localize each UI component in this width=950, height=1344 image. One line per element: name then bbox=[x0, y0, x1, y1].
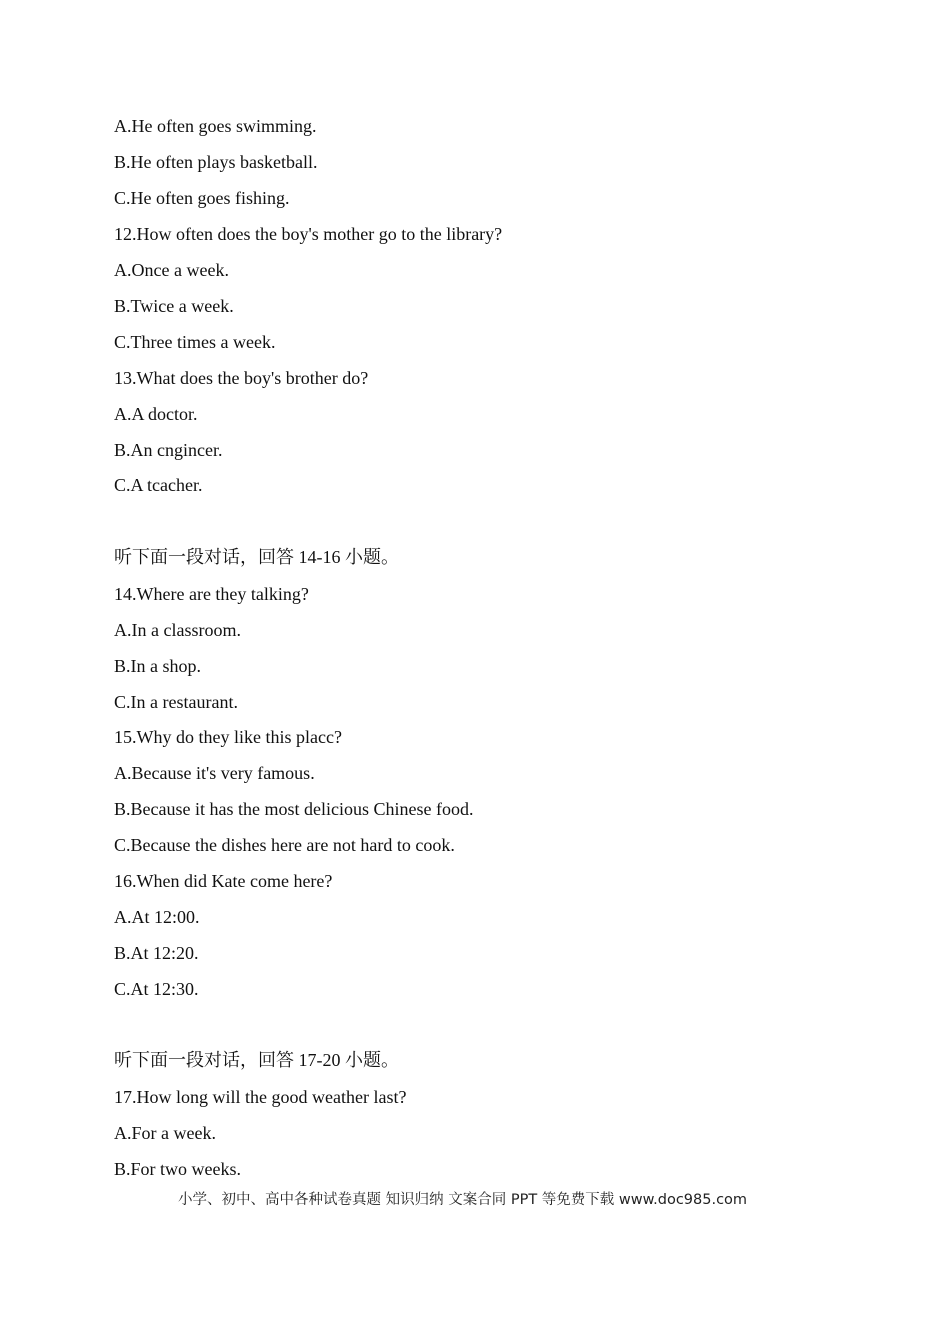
option-14b: B.In a shop. bbox=[114, 656, 201, 676]
option-14a: A.In a classroom. bbox=[114, 620, 241, 640]
option-11a: A.He often goes swimming. bbox=[114, 116, 317, 136]
question-14: 14.Where are they talking? bbox=[114, 584, 309, 604]
option-13b: B.An cngincer. bbox=[114, 440, 223, 460]
option-13a: A.A doctor. bbox=[114, 404, 198, 424]
option-14c: C.In a restaurant. bbox=[114, 692, 238, 712]
option-15c: C.Because the dishes here are not hard to cook. bbox=[114, 835, 455, 855]
option-15a: A.Because it's very famous. bbox=[114, 763, 315, 783]
option-17a: A.For a week. bbox=[114, 1123, 216, 1143]
option-11c: C.He often goes fishing. bbox=[114, 188, 290, 208]
question-16: 16.When did Kate come here? bbox=[114, 871, 333, 891]
question-17: 17.How long will the good weather last? bbox=[114, 1087, 407, 1107]
option-16b: B.At 12:20. bbox=[114, 943, 199, 963]
question-15: 15.Why do they like this placc? bbox=[114, 727, 342, 747]
question-13: 13.What does the boy's brother do? bbox=[114, 368, 369, 388]
section-instruction-17-20: 听下面一段对话，回答 17-20 小题。 bbox=[114, 1050, 399, 1070]
option-12c: C.Three times a week. bbox=[114, 332, 276, 352]
option-12b: B.Twice a week. bbox=[114, 296, 234, 316]
section-instruction-14-16: 听下面一段对话，回答 14-16 小题。 bbox=[114, 547, 399, 567]
option-16a: A.At 12:00. bbox=[114, 907, 200, 927]
option-16c: C.At 12:30. bbox=[114, 979, 199, 999]
option-11b: B.He often plays basketball. bbox=[114, 152, 318, 172]
option-13c: C.A tcacher. bbox=[114, 475, 203, 495]
question-12: 12.How often does the boy's mother go to the library? bbox=[114, 224, 503, 244]
option-17b: B.For two weeks. bbox=[114, 1159, 241, 1179]
option-15b: B.Because it has the most delicious Chinese food. bbox=[114, 799, 474, 819]
page-footer: 小学、初中、高中各种试卷真题 知识归纳 文案合同 PPT 等免费下载 www.doc985.com bbox=[178, 1192, 748, 1208]
option-12a: A.Once a week. bbox=[114, 260, 229, 280]
